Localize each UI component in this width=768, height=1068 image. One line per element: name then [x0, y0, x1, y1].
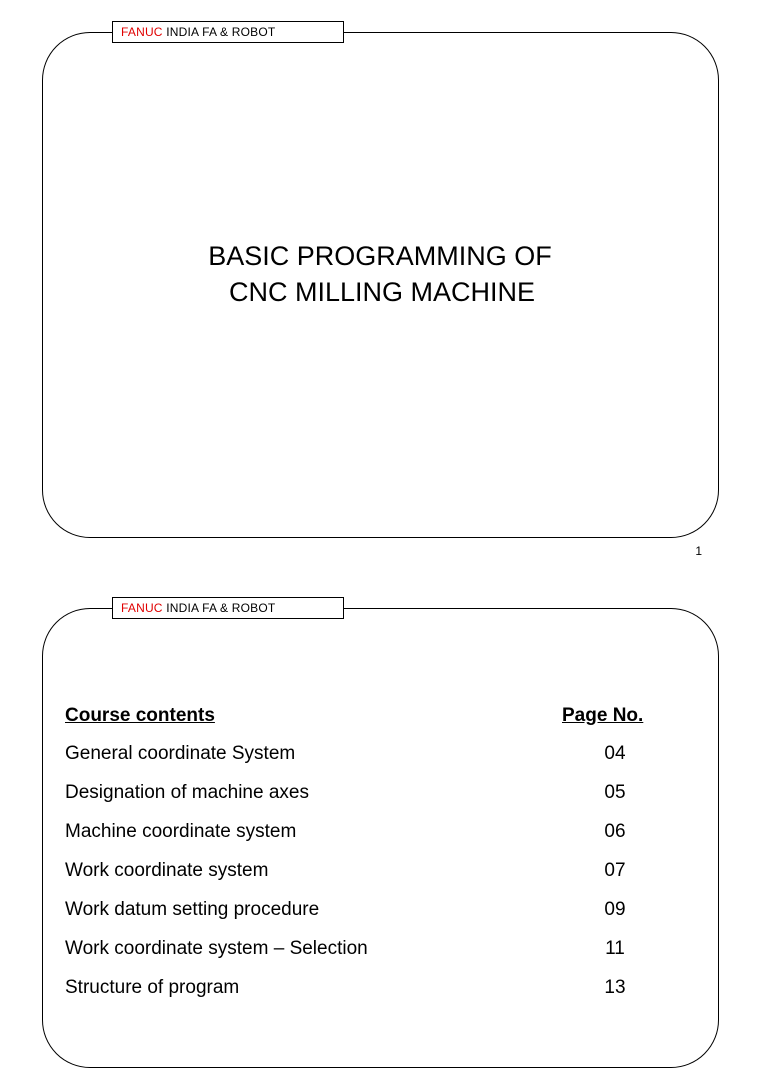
header-text: INDIA FA & ROBOT — [162, 601, 276, 615]
toc-row — [65, 742, 665, 781]
table-of-contents — [65, 742, 665, 1015]
brand-name: FANUC — [121, 25, 163, 39]
toc-row — [65, 898, 665, 937]
toc-title: Work coordinate system — [65, 860, 269, 881]
slide-title-line-2: CNC MILLING MACHINE — [228, 277, 536, 307]
toc-row — [65, 859, 665, 898]
toc-page-number: 04 — [604, 743, 626, 764]
toc-title: Designation of machine axes — [65, 782, 309, 803]
slide-1-header-label — [112, 21, 344, 43]
toc-page-number: 13 — [604, 977, 626, 998]
toc-page-number: 06 — [604, 821, 626, 842]
toc-title: Work coordinate system – Selection — [65, 938, 368, 959]
slide-title-line-1: BASIC PROGRAMMING OF — [208, 241, 552, 271]
toc-title: Work datum setting procedure — [65, 899, 320, 920]
toc-row — [65, 937, 665, 976]
page-no-heading: Page No. — [562, 705, 644, 726]
toc-title: General coordinate System — [65, 743, 296, 764]
toc-title: Machine coordinate system — [65, 821, 297, 842]
page-number: 1 — [695, 544, 702, 558]
toc-page-number: 05 — [604, 782, 626, 803]
slide-2-header-label — [112, 597, 344, 619]
header-text: INDIA FA & ROBOT — [162, 25, 276, 39]
course-contents-heading: Course contents — [65, 705, 215, 726]
toc-page-number: 09 — [604, 899, 626, 920]
toc-page-number: 11 — [605, 938, 625, 959]
toc-row — [65, 820, 665, 859]
toc-page-number: 07 — [604, 860, 626, 881]
toc-title: Structure of program — [65, 977, 240, 998]
toc-row — [65, 976, 665, 1015]
toc-row — [65, 781, 665, 820]
brand-name: FANUC — [121, 601, 163, 615]
